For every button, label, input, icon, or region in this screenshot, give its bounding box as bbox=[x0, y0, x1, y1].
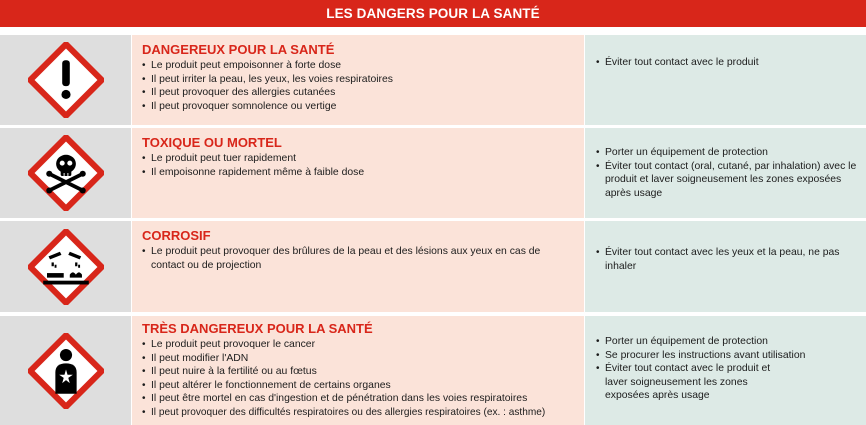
advice-item: • Se procurer les instructions avant utilisation bbox=[596, 349, 858, 363]
hazard-item: • Le produit peut provoquer le cancer bbox=[142, 338, 576, 352]
hazard-item: • Il peut irriter la peau, les yeux, les voies respiratoires bbox=[142, 73, 576, 87]
health-hazard-icon bbox=[28, 333, 104, 409]
advice-list bbox=[596, 246, 858, 273]
advice-cell bbox=[585, 35, 866, 125]
hazard-row-health-hazard bbox=[0, 316, 866, 425]
hazard-item: • Il peut provoquer des difficultés respiratoires ou des allergies respiratoires (ex. : asthme) bbox=[142, 406, 576, 420]
hazard-title: CORROSIF bbox=[142, 228, 211, 243]
advice-item: • Porter un équipement de protection bbox=[596, 146, 858, 160]
page-title-text: LES DANGERS POUR LA SANTÉ bbox=[326, 6, 540, 21]
hazard-item: • Il peut altérer le fonctionnement de certains organes bbox=[142, 379, 576, 393]
advice-cell bbox=[585, 221, 866, 312]
advice-cell bbox=[585, 316, 866, 425]
corrosion-icon bbox=[28, 229, 104, 305]
hazard-list bbox=[142, 152, 576, 179]
advice-item: • Éviter tout contact (oral, cutané, par inhalation) avec le produit et laver soigneusement les zones exposées après usage bbox=[596, 160, 858, 201]
hazard-item: • Il peut nuire à la fertilité ou au fœtus bbox=[142, 365, 576, 379]
skull-crossbones-icon bbox=[28, 135, 104, 211]
hazard-item: • Le produit peut tuer rapidement bbox=[142, 152, 576, 166]
advice-item: • Éviter tout contact avec les yeux et la peau, ne pas inhaler bbox=[596, 246, 840, 273]
icon-cell bbox=[0, 128, 131, 218]
icon-cell bbox=[0, 35, 131, 125]
hazard-list bbox=[142, 338, 576, 420]
exclamation-mark-icon bbox=[28, 42, 104, 118]
hazard-item: • Il peut modifier l'ADN bbox=[142, 352, 576, 366]
description-cell bbox=[132, 316, 584, 425]
hazard-row-toxic bbox=[0, 128, 866, 218]
icon-cell bbox=[0, 221, 131, 312]
advice-cell bbox=[585, 128, 866, 218]
hazard-list bbox=[142, 245, 576, 272]
description-cell bbox=[132, 128, 584, 218]
hazard-title: DANGEREUX POUR LA SANTÉ bbox=[142, 42, 335, 57]
hazard-item: • Il empoisonne rapidement même à faible dose bbox=[142, 166, 576, 180]
advice-item: • Porter un équipement de protection bbox=[596, 335, 858, 349]
hazard-title: TRÈS DANGEREUX POUR LA SANTÉ bbox=[142, 321, 373, 336]
hazard-row-harmful bbox=[0, 35, 866, 125]
page-title bbox=[0, 0, 866, 27]
hazard-item: • Il peut provoquer somnolence ou vertige bbox=[142, 100, 576, 114]
hazard-list bbox=[142, 59, 576, 113]
advice-list bbox=[596, 146, 858, 200]
hazard-item: • Le produit peut empoisonner à forte dose bbox=[142, 59, 576, 73]
icon-cell bbox=[0, 316, 131, 425]
hazard-row-corrosive bbox=[0, 221, 866, 312]
advice-list bbox=[596, 335, 858, 403]
hazard-item: • Il peut provoquer des allergies cutanées bbox=[142, 86, 576, 100]
description-cell bbox=[132, 221, 584, 312]
description-cell bbox=[132, 35, 584, 125]
advice-item: • Éviter tout contact avec le produit et laver soigneusement les zones exposées après usage bbox=[596, 362, 795, 403]
advice-list bbox=[596, 56, 858, 70]
hazard-item: • Il peut être mortel en cas d'ingestion et de pénétration dans les voies respiratoires bbox=[142, 392, 576, 406]
hazard-title: TOXIQUE OU MORTEL bbox=[142, 135, 282, 150]
hazard-item: • Le produit peut provoquer des brûlures de la peau et des lésions aux yeux en cas de contact ou de projection bbox=[142, 245, 553, 272]
advice-item: • Éviter tout contact avec le produit bbox=[596, 56, 858, 70]
